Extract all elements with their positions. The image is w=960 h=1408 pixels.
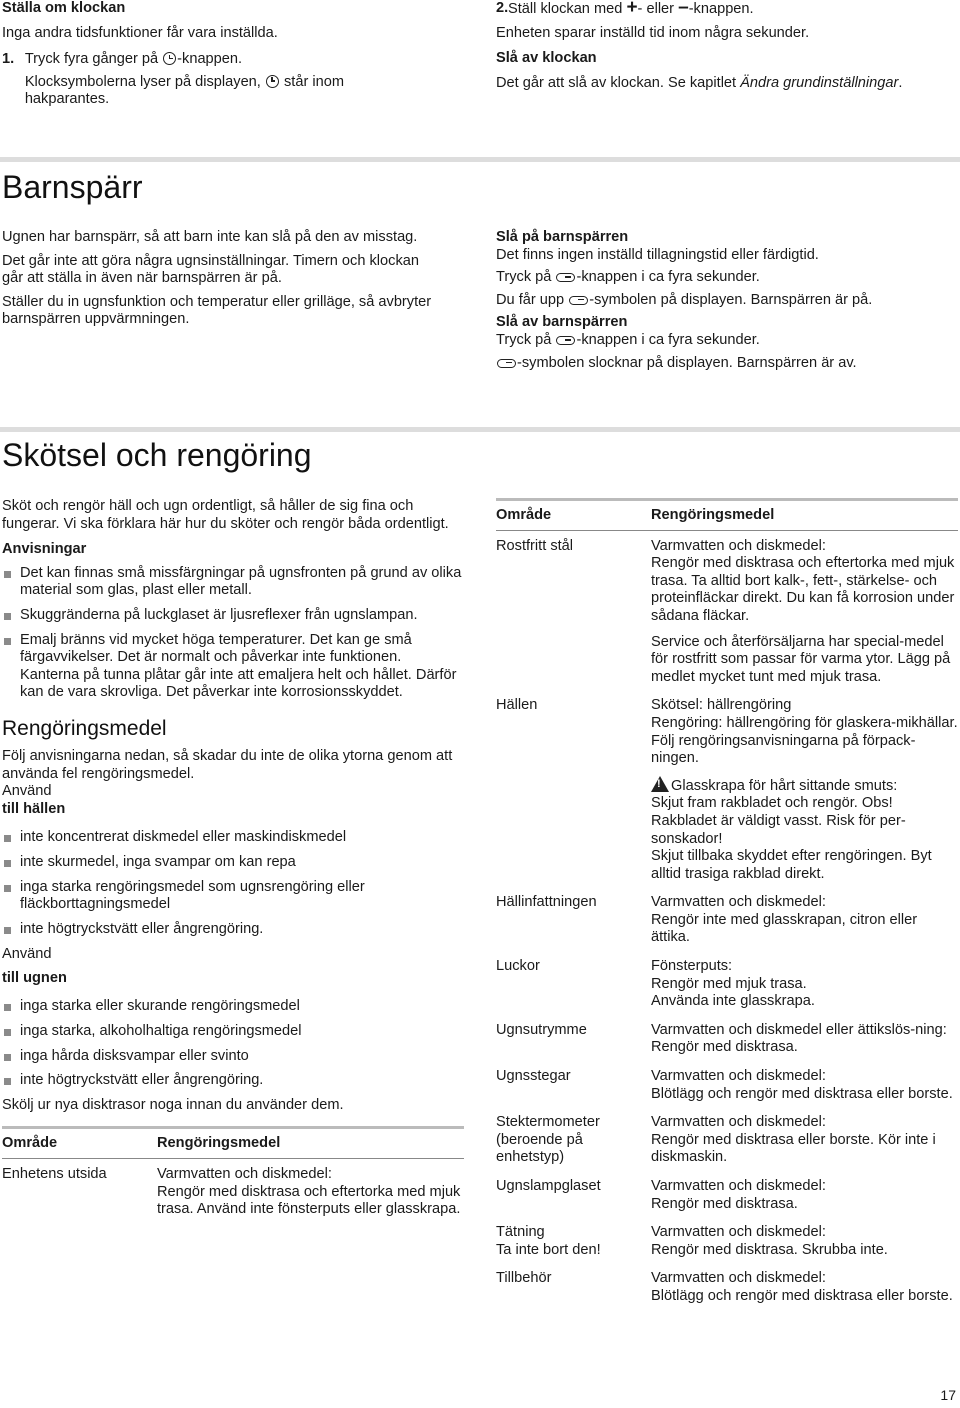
warning-block xyxy=(651,776,958,884)
oven-heading: till ugnen xyxy=(2,969,67,986)
table-cell-agent xyxy=(651,690,958,887)
step-number: 1. xyxy=(2,51,15,68)
cell-text: Varmvatten och diskmedel eller ättikslös-ning: Rengör med disktrasa. xyxy=(651,1021,947,1056)
step2-text-a: Ställ klockan med xyxy=(508,1,623,17)
off-line2-text: -symbolen slocknar på displayen. Barnspärren är av. xyxy=(517,354,857,371)
cell-text: Varmvatten och diskmedel: Rengör med disktrasa och eftertorka med mjuk trasa. Ta alltid bort kalk-, fett-, stärkelse- och proteinfläckar direkt. Du kan få korrosion under sådana fläckar. xyxy=(651,537,955,624)
table-cell-area: Stektermometer (beroende på enhetstyp) xyxy=(496,1114,600,1166)
child-lock-on-line1: Det finns ingen inställd tillagningstid eller färdigtid. xyxy=(496,246,819,263)
key-icon xyxy=(497,359,516,368)
table-row xyxy=(2,1159,464,1223)
cell-text: Varmvatten och diskmedel: Rengör inte med glasskrapan, citron eller ättika. xyxy=(651,894,918,946)
clock-icon xyxy=(266,75,279,88)
list-item: Emalj bränns vid mycket höga temperaturer. Det kan ge små färgavvikelser. Det är normalt och påverkar inte funktionen. Kanterna på tunna plåtar går inte att emaljera helt och hållet. Därför kan de vara skrovliga. Det påverkar inte korrosionsskyddet. xyxy=(2,632,464,702)
care-left-column xyxy=(2,498,464,1223)
list-item: inte högtryckstvätt eller ångrengöring. xyxy=(2,1072,464,1090)
clock-off-heading: Slå av klockan xyxy=(496,50,597,67)
table-row xyxy=(496,887,958,951)
list-item: inga starka rengöringsmedel som ugnsrengöring eller fläckborttagningsmedel xyxy=(2,879,464,914)
table-row xyxy=(496,951,958,1015)
key-icon xyxy=(556,336,575,345)
cell-text: Varmvatten och diskmedel: Rengör med disktrasa. Skrubba inte. xyxy=(651,1224,888,1258)
step1-text-c: Klocksymbolerna lyser på displayen, xyxy=(24,73,261,90)
clock-heading: Ställa om klockan xyxy=(2,0,126,16)
list-item: inga starka eller skurande rengöringsmedel xyxy=(2,998,464,1016)
step2-text-c: -knappen. xyxy=(688,1,754,17)
table-row xyxy=(496,1263,958,1309)
table-cell-agent xyxy=(651,1217,958,1263)
key-icon xyxy=(556,273,575,282)
cell-text: Varmvatten och diskmedel: Rengör med disktrasa eller borste. Kör inte i diskmaskin. xyxy=(651,1114,936,1166)
cleaning-table-left xyxy=(2,1126,464,1222)
table-cell-agent xyxy=(651,1061,958,1107)
agents-intro: Följ anvisningarna nedan, så skadar du inte de olika ytorna genom att använda fel rengöringsmedel. xyxy=(2,747,453,782)
clock-intro: Inga andra tidsfunktioner får vara inställda. xyxy=(2,24,278,41)
child-lock-title: Barnspärr xyxy=(2,169,143,205)
clock-step-1 xyxy=(2,51,402,109)
cell-text: Service och återförsäljarna har special-medel för rostfritt som passar för varma ytor. Lägg på medlet mycket tunt med mjuk trasa. xyxy=(651,633,951,685)
clock-step-2 xyxy=(496,0,956,18)
care-right-column xyxy=(496,498,958,1310)
table-cell-agent xyxy=(651,1107,958,1171)
use-label: Använd xyxy=(2,946,52,963)
child-lock-p1: Ugnen har barnspärr, så att barn inte kan slå på den av misstag. xyxy=(2,229,418,245)
plus-icon: + xyxy=(626,0,638,18)
table-cell-area: Hällen xyxy=(496,697,538,714)
list-item: inte skurmedel, inga svampar om kan repa xyxy=(2,854,464,872)
child-lock-on-line3 xyxy=(496,292,956,310)
step2-note: Enheten sparar inställd tid inom några sekunder. xyxy=(496,24,810,41)
table-cell-agent xyxy=(651,887,958,951)
off-line1-a: Tryck på xyxy=(496,331,552,348)
table-cell-area: Rostfritt stål xyxy=(496,537,574,554)
cell-text: Skötsel: hällrengöring Rengöring: hällrengöring för glaskera-mikhällar. Följ rengöringsanvisningarna på förpack-ningen. xyxy=(651,697,958,767)
list-item: Det kan finnas små missfärgningar på ugnsfronten på grund av olika material som glas, plast eller metall. xyxy=(2,565,464,600)
cleaning-table-right xyxy=(496,498,958,1310)
cell-text: Varmvatten och diskmedel: Blötlägg och rengör med disktrasa eller borste. xyxy=(651,1270,953,1304)
key-icon xyxy=(569,296,588,305)
list-item: Skuggränderna på luckglaset är ljusreflexer från ugnslampan. xyxy=(2,607,464,625)
list-item: inte högtryckstvätt eller ångrengöring. xyxy=(2,921,464,939)
table-cell-agent xyxy=(651,1015,958,1061)
warning-line xyxy=(651,776,958,796)
section-divider xyxy=(0,427,960,432)
chapter-reference: Ändra grundinställningar xyxy=(740,74,899,91)
hob-heading: till hällen xyxy=(2,800,66,817)
table-cell-area: Ugnsstegar xyxy=(496,1068,571,1085)
child-lock-on-heading: Slå på barnspärren xyxy=(496,229,629,245)
cell-text: Varmvatten och diskmedel: Rengör med disktrasa och eftertorka med mjuk trasa. Använd inte fönsterputs eller glasskrapa. xyxy=(157,1166,461,1218)
table-cell-agent xyxy=(651,951,958,1015)
on-line2-b: -knappen i ca fyra sekunder. xyxy=(576,269,760,286)
table-cell-area: Luckor xyxy=(496,958,540,975)
table-cell-agent xyxy=(651,1263,958,1309)
child-lock-on-line2 xyxy=(496,269,956,287)
off-line1-b: -knappen i ca fyra sekunder. xyxy=(576,331,760,348)
step1-text-a: Tryck fyra gånger på xyxy=(24,51,159,68)
warning-icon xyxy=(651,776,669,792)
child-lock-off-heading: Slå av barnspärren xyxy=(496,314,628,331)
notes-heading: Anvisningar xyxy=(2,541,87,558)
table-cell-agent xyxy=(157,1159,464,1223)
child-lock-p2: Det går inte att göra några ugnsinställningar. Timern och klockan går att ställa in även när barnspärren är på. xyxy=(2,252,419,287)
table-cell-agent xyxy=(651,530,958,690)
table-row xyxy=(496,1015,958,1061)
clock-right-column xyxy=(496,0,956,92)
table-cell-area: Tillbehör xyxy=(496,1270,552,1287)
table-cell-area: Enhetens utsida xyxy=(2,1166,107,1183)
care-title: Skötsel och rengöring xyxy=(2,437,312,473)
warning-title: Glasskrapa för hårt sittande smuts: xyxy=(671,777,898,794)
table-cell-agent xyxy=(651,1171,958,1217)
table-cell-area: Hällinfattningen xyxy=(496,894,597,911)
table-row xyxy=(496,1107,958,1171)
on-line2-a: Tryck på xyxy=(496,269,552,286)
child-lock-right-column xyxy=(496,229,956,372)
minus-icon: – xyxy=(678,0,689,18)
table-header-area: Område xyxy=(496,500,651,531)
agents-heading: Rengöringsmedel xyxy=(2,716,167,740)
clock-off-text xyxy=(496,75,956,93)
warning-text: Skjut fram rakbladet och rengör. Obs! Rakbladet är väldigt vasst. Risk för per-sonskador! Skjut tillbaka skyddet efter rengöringen. Byt alltid trasiga rakblad direkt. xyxy=(651,795,932,882)
list-item: inga hårda disksvampar eller svinto xyxy=(2,1048,464,1066)
step1-text-d: står inom hakparantes. xyxy=(24,73,344,108)
step1-text-b: -knappen. xyxy=(177,51,243,68)
on-line3-a: Du får upp xyxy=(496,291,565,308)
on-line3-b: -symbolen på displayen. Barnspärren är på. xyxy=(589,291,873,308)
step2-text-b: - eller xyxy=(637,1,675,17)
table-row xyxy=(496,1061,958,1107)
table-row xyxy=(496,1171,958,1217)
list-item: inga starka, alkoholhaltiga rengöringsmedel xyxy=(2,1023,464,1041)
table-header-agent: Rengöringsmedel xyxy=(651,500,958,531)
list-item: inte koncentrerat diskmedel eller maskindiskmedel xyxy=(2,829,464,847)
cell-text: Varmvatten och diskmedel: Rengör med disktrasa. xyxy=(651,1178,826,1212)
child-lock-p3: Ställer du in ugnsfunktion och temperatur eller grilläge, så avbryter barnspärren uppvärmningen. xyxy=(2,293,432,328)
child-lock-off-line1 xyxy=(496,332,956,350)
table-row xyxy=(496,1217,958,1263)
clock-left-column xyxy=(2,0,402,109)
table-row xyxy=(496,690,958,887)
table-header-area: Område xyxy=(2,1128,157,1159)
table-cell-area: Ugnslampglaset xyxy=(496,1178,601,1194)
use-label: Använd xyxy=(2,783,52,800)
child-lock-left-column xyxy=(2,229,432,329)
child-lock-off-line2 xyxy=(496,355,956,373)
page-number: 17 xyxy=(940,1387,956,1404)
cell-text: Varmvatten och diskmedel: Blötlägg och rengör med disktrasa eller borste. xyxy=(651,1068,953,1102)
table-cell-area: Ugnsutrymme xyxy=(496,1021,587,1038)
section-divider xyxy=(0,157,960,162)
step-number: 2. xyxy=(496,0,509,16)
clock-off-text-b: . xyxy=(898,74,903,91)
rinse-note: Skölj ur nya disktrasor noga innan du använder dem. xyxy=(2,1096,344,1113)
clock-off-text-a: Det går att slå av klockan. Se kapitlet xyxy=(496,74,737,91)
table-cell-area: Tätning Ta inte bort den! xyxy=(496,1224,601,1258)
cell-text: Fönsterputs: Rengör med mjuk trasa. Använda inte glasskrapa. xyxy=(651,958,815,1010)
care-intro: Sköt och rengör häll och ugn ordentligt, så håller de sig fina och fungerar. Vi ska förklara här hur du sköter och rengör båda ordentligt. xyxy=(2,498,449,532)
table-header-agent: Rengöringsmedel xyxy=(157,1128,464,1159)
clock-icon xyxy=(163,52,176,65)
table-row xyxy=(496,530,958,690)
